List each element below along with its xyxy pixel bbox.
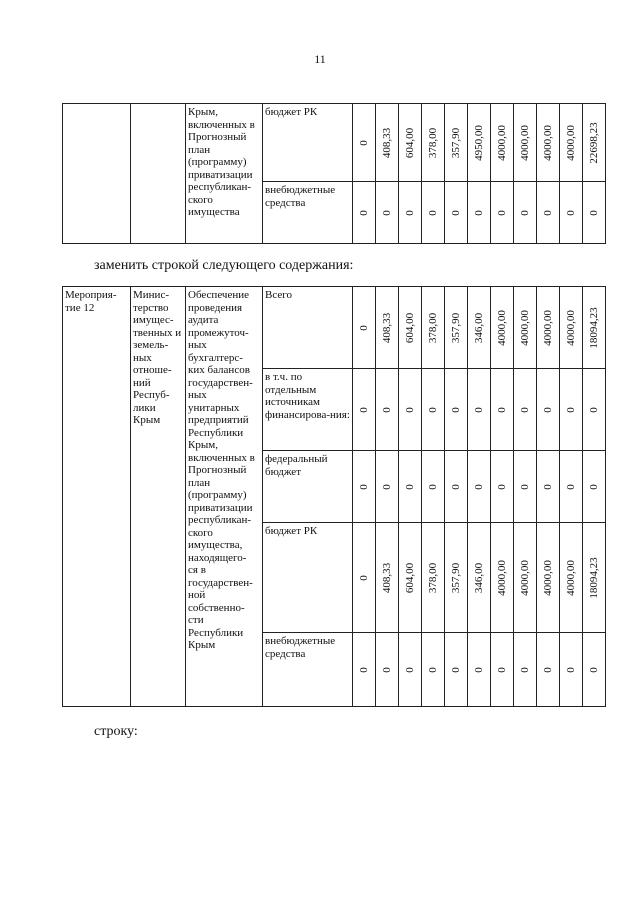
value-cell: 4000,00	[514, 523, 537, 633]
value-cell: 357,90	[445, 287, 468, 369]
value-cell: 0	[491, 182, 514, 244]
program-table-fragment	[62, 103, 606, 244]
funding-source-cell: бюджет РК	[263, 523, 353, 633]
value-cell: 4000,00	[491, 104, 514, 182]
description-cell: Обеспечение проведения аудита промежуточ- ных бухгалтерс- ких балансов государствен- ных унитарных предприятий Республики Крым, включенных в Прогнозный план (программу) приватизации республикан- ского имущества, находящего- ся в государствен- ной собственно- сти Республики Крым	[186, 287, 263, 707]
value-cell: 0	[560, 451, 583, 523]
value-cell: 0	[353, 104, 376, 182]
value-cell: 604,00	[399, 287, 422, 369]
total-cell: 0	[583, 451, 606, 523]
value-cell: 0	[422, 451, 445, 523]
value-cell: 0	[422, 369, 445, 451]
value-cell: 0	[491, 369, 514, 451]
value-cell: 0	[514, 369, 537, 451]
funding-source-cell: в т.ч. по отдельным источникам финансирова-ния:	[263, 369, 353, 451]
value-cell: 0	[445, 369, 468, 451]
value-cell: 0	[376, 633, 399, 707]
value-cell: 0	[491, 633, 514, 707]
value-cell: 0	[399, 182, 422, 244]
value-cell: 357,90	[445, 104, 468, 182]
value-cell: 0	[445, 633, 468, 707]
value-cell: 408,33	[376, 523, 399, 633]
replace-instruction: заменить строкой следующего содержания:	[94, 258, 354, 273]
value-cell: 0	[399, 451, 422, 523]
event-cell	[63, 104, 131, 244]
value-cell: 0	[399, 633, 422, 707]
value-cell: 4000,00	[537, 523, 560, 633]
value-cell: 0	[514, 182, 537, 244]
total-cell: 0	[583, 369, 606, 451]
value-cell: 378,00	[422, 104, 445, 182]
total-cell: 0	[583, 633, 606, 707]
value-cell: 0	[353, 451, 376, 523]
value-cell: 0	[468, 369, 491, 451]
value-cell: 408,33	[376, 287, 399, 369]
value-cell: 378,00	[422, 523, 445, 633]
row-instruction: строку:	[94, 724, 138, 739]
value-cell: 0	[468, 182, 491, 244]
value-cell: 4000,00	[560, 287, 583, 369]
value-cell: 0	[537, 633, 560, 707]
value-cell: 0	[468, 451, 491, 523]
funding-source-cell: бюджет РК	[263, 104, 353, 182]
value-cell: 0	[537, 451, 560, 523]
value-cell: 4000,00	[491, 523, 514, 633]
value-cell: 4000,00	[514, 104, 537, 182]
value-cell: 4000,00	[537, 287, 560, 369]
value-cell: 0	[560, 182, 583, 244]
value-cell: 4000,00	[514, 287, 537, 369]
page-number: 11	[314, 52, 326, 66]
value-cell: 0	[376, 369, 399, 451]
event-cell: Мероприя- тие 12	[63, 287, 131, 707]
funding-source-cell: Всего	[263, 287, 353, 369]
value-cell: 4000,00	[491, 287, 514, 369]
value-cell: 0	[445, 451, 468, 523]
value-cell: 408,33	[376, 104, 399, 182]
value-cell: 4000,00	[560, 104, 583, 182]
value-cell: 378,00	[422, 287, 445, 369]
value-cell: 0	[353, 633, 376, 707]
value-cell: 4950,00	[468, 104, 491, 182]
value-cell: 0	[422, 182, 445, 244]
value-cell: 0	[353, 182, 376, 244]
funding-source-cell: федеральный бюджет	[263, 451, 353, 523]
value-cell: 0	[353, 523, 376, 633]
value-cell: 0	[514, 451, 537, 523]
funding-source-cell: внебюджетные средства	[263, 633, 353, 707]
value-cell: 0	[560, 633, 583, 707]
value-cell: 604,00	[399, 523, 422, 633]
value-cell: 0	[537, 182, 560, 244]
value-cell: 0	[514, 633, 537, 707]
value-cell: 0	[560, 369, 583, 451]
value-cell: 0	[376, 182, 399, 244]
program-table-new-row	[62, 286, 606, 707]
value-cell: 0	[468, 633, 491, 707]
value-cell: 0	[353, 287, 376, 369]
total-cell: 18094,23	[583, 523, 606, 633]
value-cell: 357,90	[445, 523, 468, 633]
value-cell: 0	[422, 633, 445, 707]
value-cell: 0	[445, 182, 468, 244]
total-cell: 22698,23	[583, 104, 606, 182]
total-cell: 18094,23	[583, 287, 606, 369]
value-cell: 0	[537, 369, 560, 451]
value-cell: 346,00	[468, 287, 491, 369]
value-cell: 0	[353, 369, 376, 451]
total-cell: 0	[583, 182, 606, 244]
value-cell: 0	[376, 451, 399, 523]
executor-cell	[131, 104, 186, 244]
value-cell: 0	[399, 369, 422, 451]
description-cell: Крым, включенных в Прогнозный план (программу) приватизации республикан- ского имущества	[186, 104, 263, 244]
funding-source-cell: внебюджетные средства	[263, 182, 353, 244]
value-cell: 4000,00	[537, 104, 560, 182]
value-cell: 0	[491, 451, 514, 523]
value-cell: 4000,00	[560, 523, 583, 633]
value-cell: 346,00	[468, 523, 491, 633]
value-cell: 604,00	[399, 104, 422, 182]
executor-cell: Минис- терство имущес- твенных и земель- ных отноше- ний Респуб- лики Крым	[131, 287, 186, 707]
